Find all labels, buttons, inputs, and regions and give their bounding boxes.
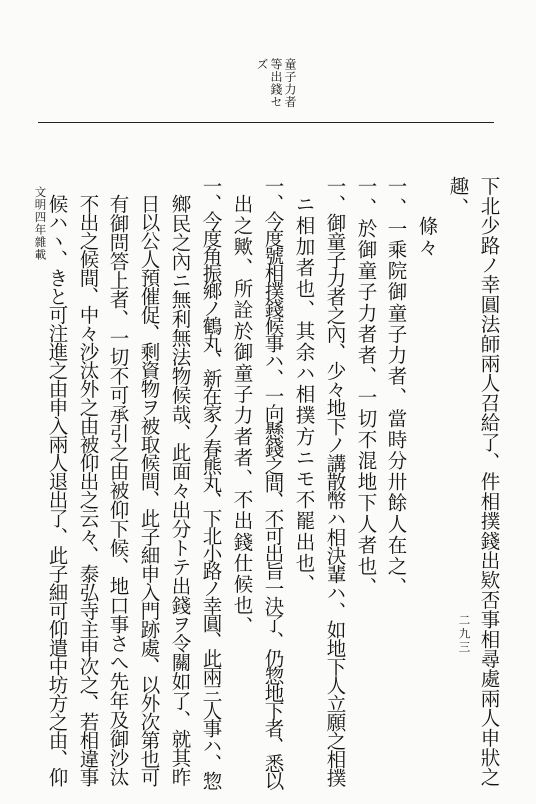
- text-column-13: 有御問答上者、一切不可承引之由被仰下候、地口事さへ先年及御沙汰: [106, 194, 130, 787]
- text-column-3: 條々: [415, 216, 439, 259]
- text-column-8: 一、今度號相撲錢候事ハ、一向懸錢之間、不可出旨一決了、仍惣地下者、悉以: [261, 176, 285, 789]
- page-number: 二九三: [457, 614, 472, 655]
- text-column-7: ニ相加者也、其余ハ相撲方ニモ不罷出也、: [292, 194, 316, 595]
- text-column-14: 不出之候間、中々沙汰外之由被仰出之云々、泰弘寺主申次之、若相違事: [76, 194, 100, 786]
- text-column-2: 趣、: [446, 176, 470, 219]
- running-title: 文明四年雜載: [33, 186, 48, 261]
- header-note-line-3: ズ: [255, 58, 269, 71]
- text-column-5: 一、於御童子力者者、一切不混地下人者也、: [354, 176, 378, 598]
- text-column-15: 候ハヽ、きと可注進之由申入兩人退出了、此子細可仰遣中坊方之由、仰: [45, 194, 69, 786]
- text-column-10: 一、今度角振鄉ノ鶴丸、新在家ノ春熊丸、下北小路ノ幸圓、此兩三人事ハ、惣: [199, 176, 223, 789]
- text-column-4: 一、一乘院御童子力者、當時分卅餘人在之、: [384, 176, 408, 598]
- text-column-12: 日以公人預催促、剩資物ヲ被取候間、此子細申入門跡處、以外次第也可: [137, 194, 161, 786]
- header-note-line-1: 童子力者: [283, 58, 297, 108]
- text-column-6: 一、御童子力者之內、少々地下ノ講散幣ハ相決輩ハ、如地下人立願之相撲: [323, 176, 347, 787]
- text-column-11: 鄉民之內ニ無利無法物候哉、此面々出分トテ出錢ヲ令關如了、就其昨: [168, 194, 192, 787]
- text-column-1: 下北少路ノ幸圓法師兩人召給了、件相撲錢出欵否事相尋處兩人申狀之: [477, 176, 501, 787]
- header-note-line-2: 等出錢セ: [269, 58, 283, 108]
- text-column-9: 出之歟、所詮於御童子力者者、不出錢仕候也、: [230, 194, 254, 638]
- header-rule: [38, 122, 494, 123]
